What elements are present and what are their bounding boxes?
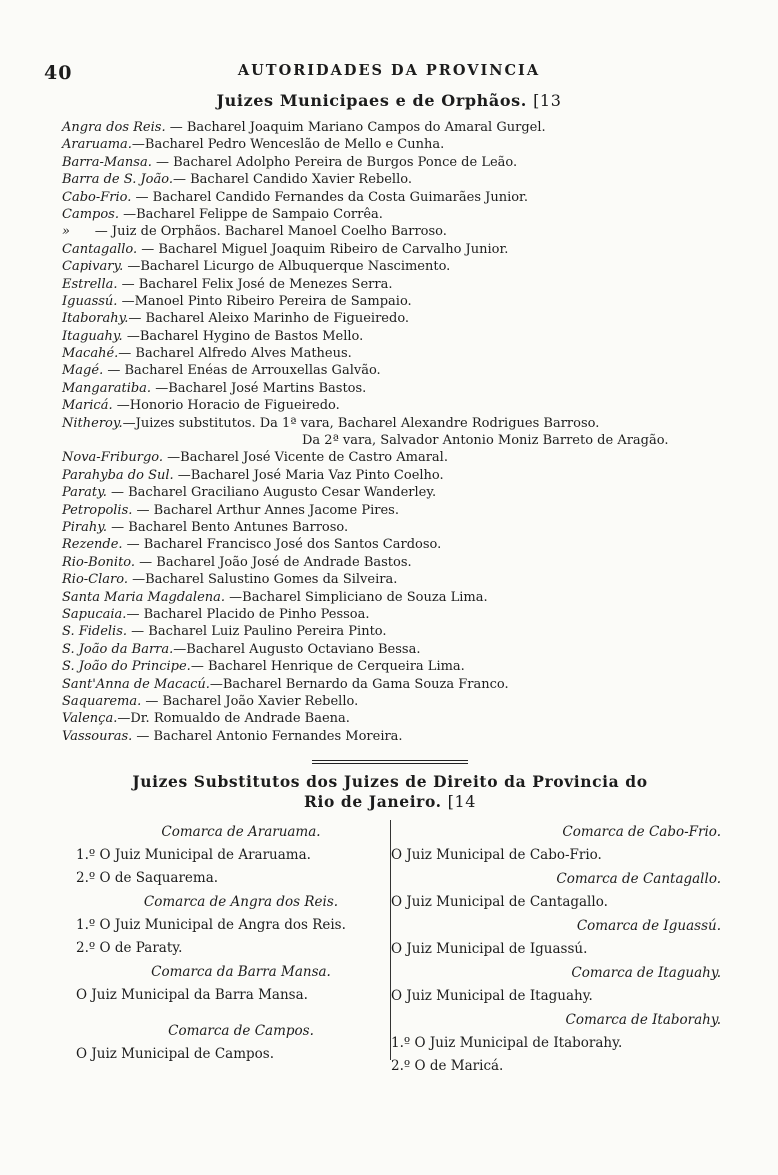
judge-entry xyxy=(62,519,762,536)
judge-entry xyxy=(62,189,762,206)
judge-name: —Bacharel José Vicente de Castro Amaral. xyxy=(163,450,448,466)
place-name: Cabo-Frio. xyxy=(62,189,132,205)
judge-name: —Bacharel Felippe de Sampaio Corrêa. xyxy=(118,206,383,222)
page-number: 40 xyxy=(44,62,73,84)
place-name: Sapucaia. xyxy=(62,606,127,622)
judge-entry xyxy=(62,362,762,379)
judge-entry xyxy=(62,380,762,397)
comarca-heading: Comarca de Itaguahy. xyxy=(571,965,721,981)
comarca-heading: Comarca de Campos. xyxy=(168,1023,314,1039)
judge-name: — Bacharel Henrique de Cerqueira Lima. xyxy=(190,659,465,675)
place-name: Magé. xyxy=(62,363,104,379)
section-ref: [14 xyxy=(447,792,477,811)
comarca-heading: Comarca de Iguassú. xyxy=(576,918,721,934)
judge-entry xyxy=(62,310,762,327)
judge-entry xyxy=(62,328,762,345)
judge-name: —Manoel Pinto Ribeiro Pereira de Sampaio. xyxy=(117,293,412,309)
place-name: Macahé. xyxy=(62,346,119,362)
section-title-line2-text: Rio de Janeiro. xyxy=(303,792,442,811)
judge-name: — Bacharel Candido Xavier Rebello. xyxy=(173,172,412,188)
place-name: Maricá. xyxy=(62,398,113,414)
judge-name: — Bacharel Joaquim Mariano Campos do Amaral Gurgel. xyxy=(165,120,546,135)
place-name: Araruama. xyxy=(62,137,132,153)
judge-name: — Bacharel Graciliano Augusto Cesar Wanderley. xyxy=(106,485,437,501)
judge-name: —Dr. Romualdo de Andrade Baena. xyxy=(117,711,350,727)
judge-name: —Bacharel Pedro Wenceslão de Mello e Cunha. xyxy=(131,137,445,153)
place-name: Capivary. xyxy=(62,259,124,275)
judge-name: Da 2ª vara, Salvador Antonio Moniz Barreto de Aragão. xyxy=(302,433,669,449)
place-name: Mangaratiba. xyxy=(62,380,152,396)
judge-entry xyxy=(62,693,762,710)
place-name: Paraty. xyxy=(62,485,107,501)
comarca-heading: Comarca da Barra Mansa. xyxy=(151,964,331,980)
judge-entry xyxy=(62,728,762,745)
judge-entry xyxy=(62,241,762,258)
judge-name: — Bacharel Alfredo Alves Matheus. xyxy=(118,346,352,362)
judge-entry xyxy=(62,276,762,293)
comarca-column-right xyxy=(390,820,721,1074)
place-name: Angra dos Reis. xyxy=(62,120,166,135)
section-title-line1: Juizes Substitutos dos Juizes de Direito da Provincia do xyxy=(132,772,648,791)
place-name: Itaborahy. xyxy=(62,311,129,327)
place-name: Santa Maria Magdalena. xyxy=(62,589,226,605)
judge-entry xyxy=(62,536,762,553)
judge-entry xyxy=(62,554,762,571)
judge-entry xyxy=(62,171,762,188)
judge-name: — Bacharel Miguel Joaquim Ribeiro de Carvalho Junior. xyxy=(137,241,509,257)
running-title: AUTORIDADES DA PROVINCIA xyxy=(237,62,541,79)
place-name: Campos. xyxy=(62,206,119,222)
judge-name: —Bacharel Bernardo da Gama Souza Franco. xyxy=(209,676,509,692)
judge-name: — Bacharel Francisco José dos Santos Cardoso. xyxy=(122,537,442,553)
comarca-heading: Comarca de Cantagallo. xyxy=(556,871,721,887)
judge-name: — Bacharel Felix José de Menezes Serra. xyxy=(117,276,393,292)
judge-entry xyxy=(62,154,762,171)
comarca-item: O Juiz Municipal da Barra Mansa. xyxy=(76,987,308,1003)
place-name: Cantagallo. xyxy=(62,241,138,257)
judge-name: — Bacharel Luiz Paulino Pereira Pinto. xyxy=(127,624,387,640)
judge-entry xyxy=(62,223,762,240)
judge-name: —Honorio Horacio de Figueiredo. xyxy=(112,398,340,414)
judge-entry xyxy=(62,658,762,675)
place-name: Rio-Claro. xyxy=(62,572,128,588)
comarca-item: 2.º O de Saquarema. xyxy=(76,870,219,886)
judge-entry xyxy=(62,206,762,223)
section-title-line2 xyxy=(40,792,740,812)
judge-name: —Juizes substitutos. Da 1ª vara, Bacharel Alexandre Rodrigues Barroso. xyxy=(122,415,600,431)
comarca-item: O Juiz Municipal de Campos. xyxy=(76,1046,274,1062)
judge-name: — Bacharel João José de Andrade Bastos. xyxy=(135,554,412,570)
comarca-heading: Comarca de Itaborahy. xyxy=(565,1012,721,1028)
comarca-heading: Comarca de Angra dos Reis. xyxy=(143,894,339,910)
section-title-juizes-municipaes xyxy=(0,91,778,110)
judge-entry xyxy=(62,710,762,727)
place-name: Saquarema. xyxy=(62,693,142,709)
comarca-item: 1.º O Juiz Municipal de Angra dos Reis. xyxy=(76,917,346,933)
judge-name: — Bacharel Candido Fernandes da Costa Guimarães Junior. xyxy=(131,189,528,205)
place-name: Rio-Bonito. xyxy=(62,554,136,570)
judge-name: — Bacharel João Xavier Rebello. xyxy=(141,693,359,709)
judge-name: — Juiz de Orphãos. Bacharel Manoel Coelho Barroso. xyxy=(69,224,447,240)
place-name: Iguassú. xyxy=(62,293,118,309)
judge-name: — Bacharel Enéas de Arrouxellas Galvão. xyxy=(103,363,381,379)
place-name: Valença. xyxy=(62,711,118,727)
comarca-item: O Juiz Municipal de Cabo-Frio. xyxy=(391,847,602,863)
judge-name: —Bacharel Licurgo de Albuquerque Nascimento. xyxy=(123,259,451,275)
comarca-item: O Juiz Municipal de Itaguahy. xyxy=(391,988,593,1004)
judge-name: —Bacharel José Maria Vaz Pinto Coelho. xyxy=(173,467,444,483)
judge-name: —Bacharel Augusto Octaviano Bessa. xyxy=(173,641,421,657)
judge-name: —Bacharel Hygino de Bastos Mello. xyxy=(122,328,364,344)
judge-entry xyxy=(62,119,762,136)
judge-entry xyxy=(62,449,762,466)
place-name: » xyxy=(62,224,70,240)
place-name: S. João da Barra. xyxy=(62,641,174,657)
place-name: Barra de S. João. xyxy=(62,172,173,188)
judge-entry xyxy=(62,397,762,414)
comarca-item: O Juiz Municipal de Iguassú. xyxy=(391,941,588,957)
judge-entry xyxy=(62,484,762,501)
comarca-heading: Comarca de Araruama. xyxy=(161,824,321,840)
comarca-item: O Juiz Municipal de Cantagallo. xyxy=(391,894,608,910)
place-name: Parahyba do Sul. xyxy=(62,467,174,483)
comarca-column-left xyxy=(76,820,406,1066)
judge-entry xyxy=(62,676,762,693)
place-name: Petropolis. xyxy=(62,502,133,518)
comarca-item: 1.º O Juiz Municipal de Itaborahy. xyxy=(391,1035,623,1051)
comarca-item: 2.º O de Paraty. xyxy=(76,940,183,956)
judge-entry xyxy=(62,136,762,153)
place-name: S. Fidelis. xyxy=(62,624,128,640)
place-name: Pirahy. xyxy=(62,519,107,535)
judge-name: —Bacharel José Martins Bastos. xyxy=(151,380,367,396)
judge-entry xyxy=(62,432,762,449)
place-name: S. João do Principe. xyxy=(62,659,191,675)
judge-name: — Bacharel Arthur Annes Jacome Pires. xyxy=(132,502,399,518)
judge-entry xyxy=(62,502,762,519)
place-name: Rezende. xyxy=(62,537,123,553)
judge-entry xyxy=(62,606,762,623)
double-rule-divider xyxy=(312,760,468,764)
place-name: Barra-Mansa. xyxy=(62,154,152,170)
judge-entry xyxy=(62,345,762,362)
section-title-juizes-substitutos xyxy=(40,772,740,812)
judge-name: — Bacharel Adolpho Pereira de Burgos Ponce de Leão. xyxy=(151,154,518,170)
judge-entry xyxy=(62,467,762,484)
judge-name: —Bacharel Salustino Gomes da Silveira. xyxy=(127,572,398,588)
judge-entry xyxy=(62,571,762,588)
judge-entry xyxy=(62,641,762,658)
comarca-heading: Comarca de Cabo-Frio. xyxy=(562,824,721,840)
place-name: Nova-Friburgo. xyxy=(62,450,164,466)
judge-name: — Bacharel Placido de Pinho Pessoa. xyxy=(126,606,370,622)
judge-entry xyxy=(62,623,762,640)
section-title-text: Juizes Municipaes e de Orphãos. xyxy=(216,91,527,110)
judge-entry xyxy=(62,589,762,606)
comarca-item: 2.º O de Maricá. xyxy=(391,1058,504,1074)
judge-entry xyxy=(62,415,762,432)
judge-name: — Bacharel Bento Antunes Barroso. xyxy=(107,519,349,535)
place-name: Vassouras. xyxy=(62,728,133,744)
place-name: Itaguahy. xyxy=(62,328,123,344)
judge-entry xyxy=(62,258,762,275)
judge-name: — Bacharel Aleixo Marinho de Figueiredo. xyxy=(128,311,410,327)
place-name: Sant'Anna de Macacú. xyxy=(62,676,210,692)
judge-entry xyxy=(62,293,762,310)
section-ref: [13 xyxy=(533,91,562,110)
place-name: Nitheroy. xyxy=(62,415,123,431)
judge-name: —Bacharel Simpliciano de Souza Lima. xyxy=(225,589,488,605)
place-name: Estrella. xyxy=(62,276,118,292)
judge-name: — Bacharel Antonio Fernandes Moreira. xyxy=(132,728,403,744)
judge-list xyxy=(62,119,762,745)
comarca-item: 1.º O Juiz Municipal de Araruama. xyxy=(76,847,311,863)
